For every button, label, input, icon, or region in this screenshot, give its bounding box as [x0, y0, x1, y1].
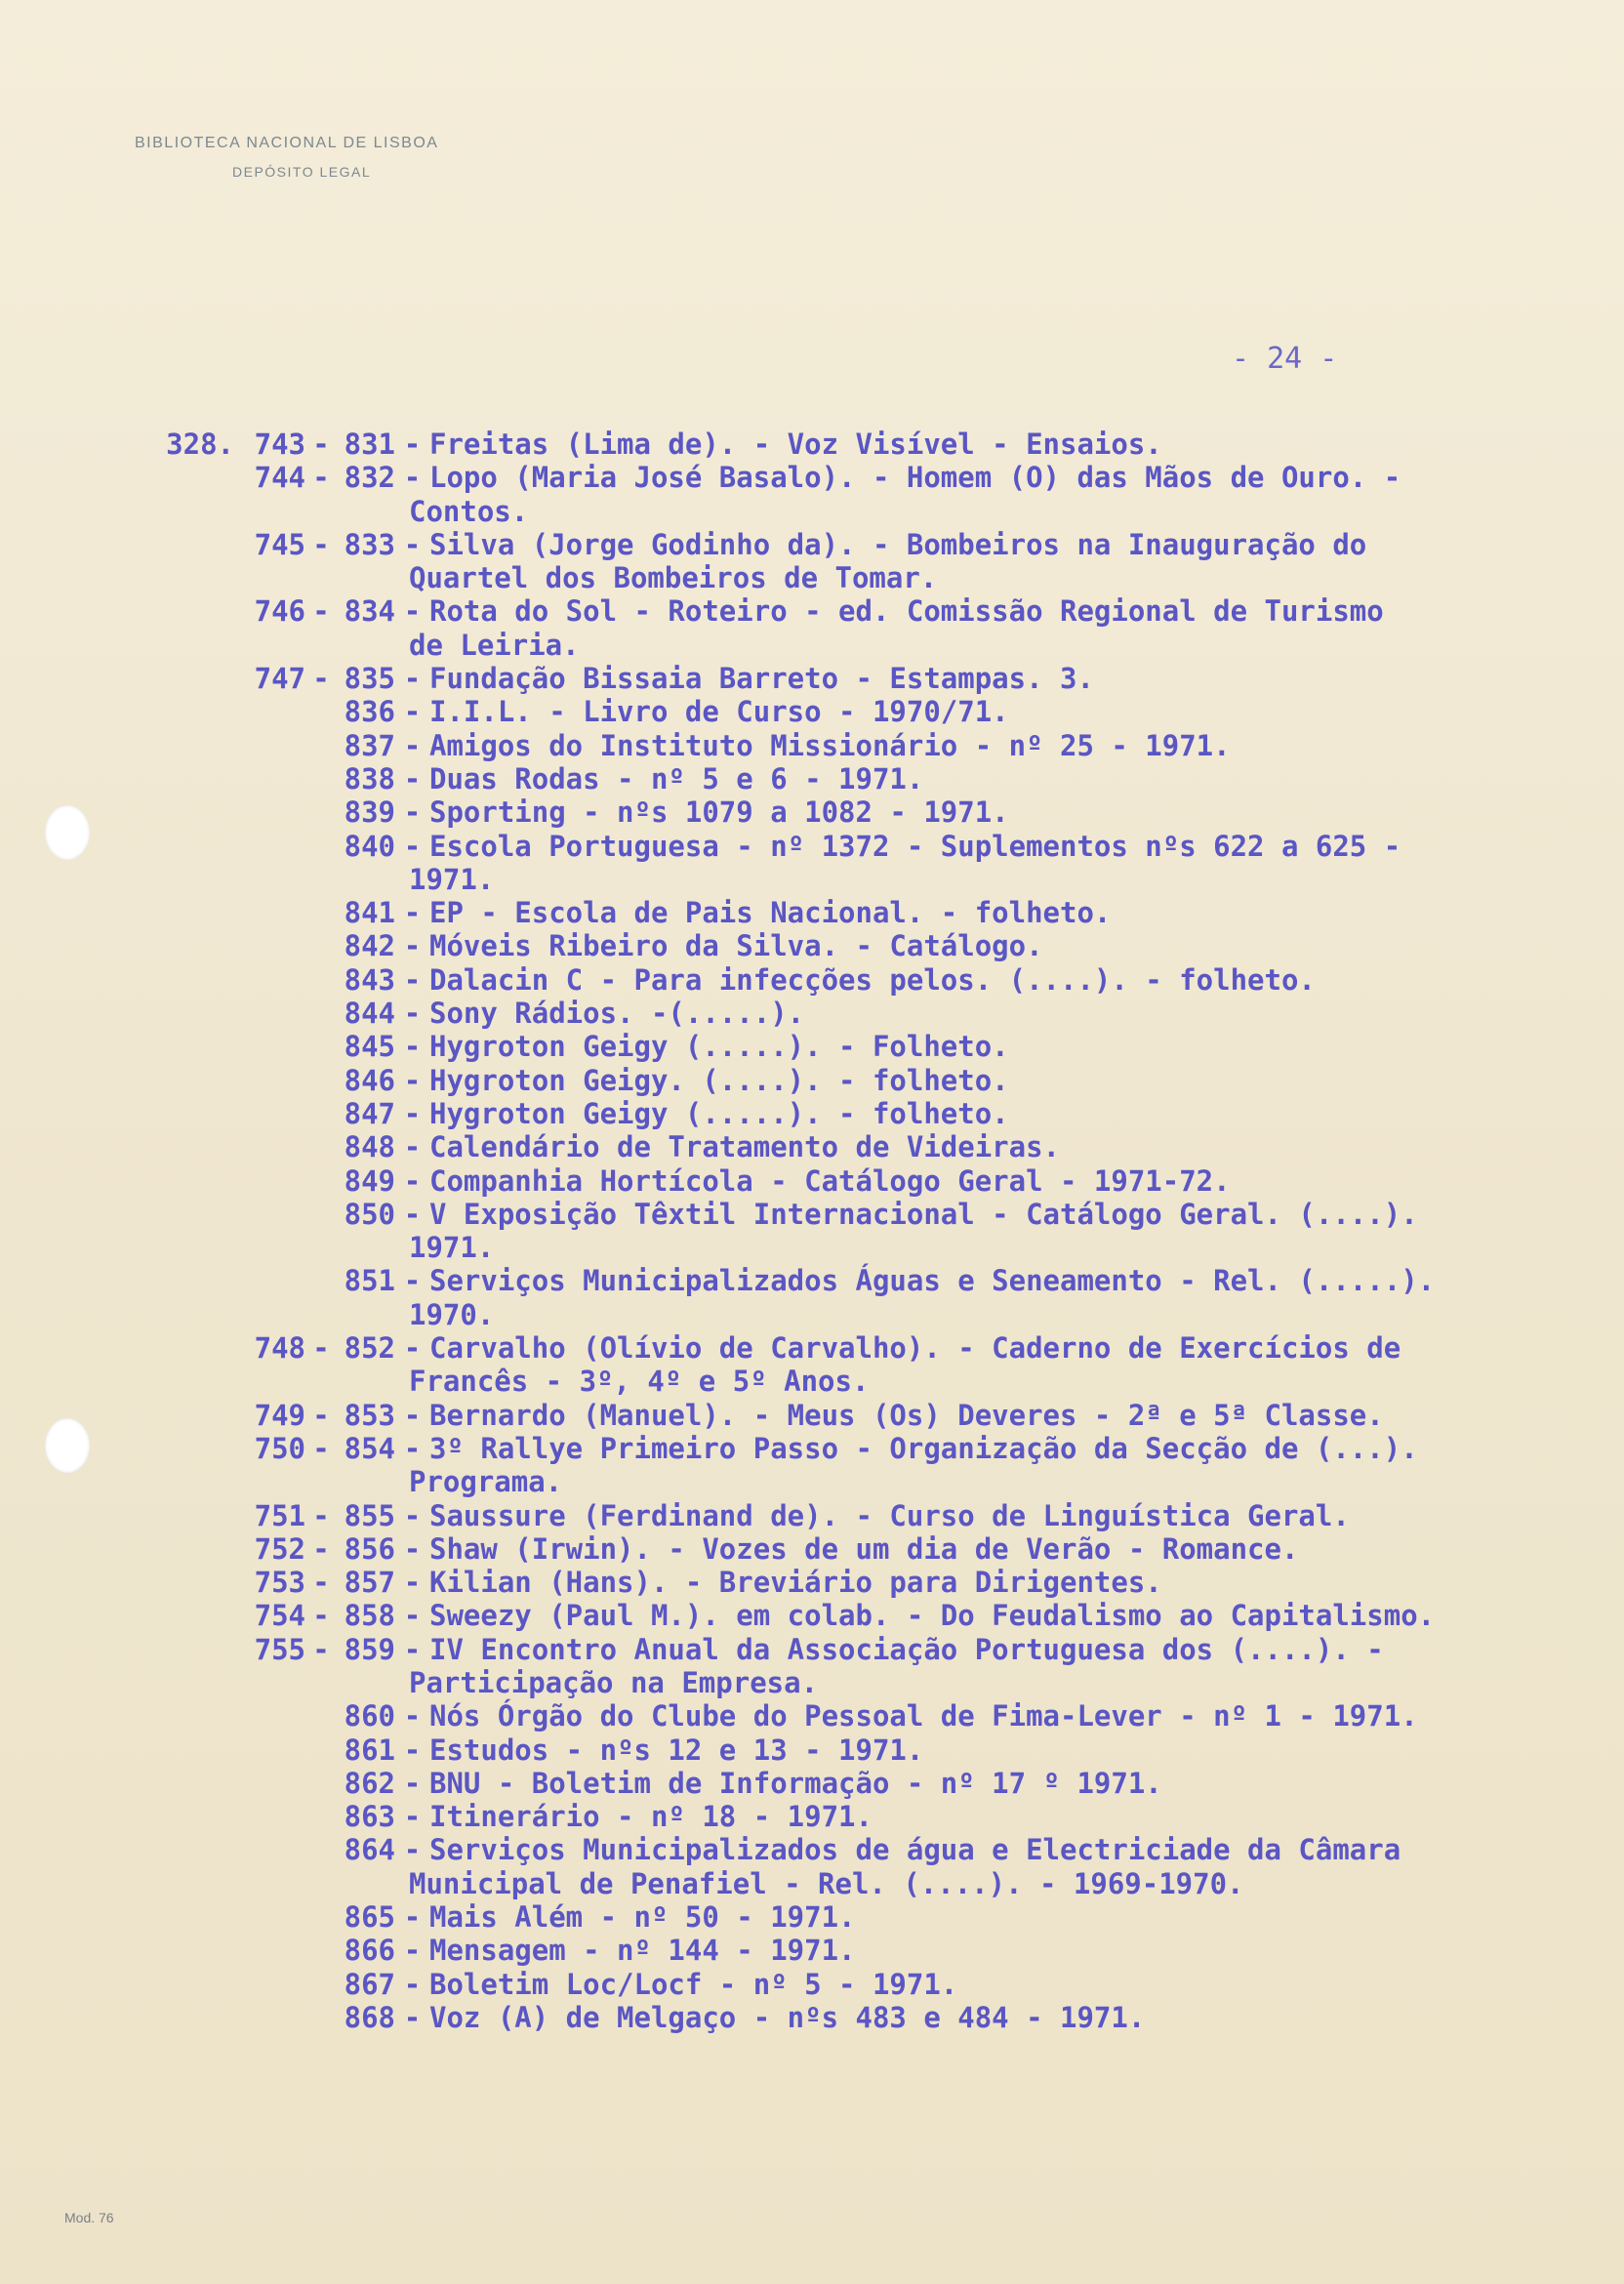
entry-text: Dalacin C - Para infecções pelos. (....). - folheto.: [429, 962, 1316, 997]
entry-register-number: 748: [254, 1331, 305, 1366]
entry-text: Amigos do Instituto Missionário - nº 25 - 1971.: [429, 728, 1231, 762]
separator-dash: -: [312, 428, 330, 461]
entry-row: [164, 528, 1569, 561]
entry-row: [164, 1900, 1569, 1934]
entry-deposit-number: 855: [344, 1498, 395, 1532]
institution-name: BIBLIOTECA NACIONAL DE LISBOA: [135, 135, 439, 151]
entry-prefix: [164, 1633, 234, 1666]
entry-deposit-number: 867: [344, 1967, 395, 2001]
entry-continuation: [164, 863, 1569, 896]
entry-text: 3º Rallye Primeiro Passo - Organização da Secção de (...).: [429, 1431, 1418, 1465]
entry-register-number: 752: [254, 1531, 305, 1566]
entry-row: [164, 1968, 1569, 2001]
entry-text: EP - Escola de Pais Nacional. - folheto.: [429, 896, 1112, 930]
entry-deposit-number: 848: [344, 1130, 395, 1164]
entry-register-number: 750: [254, 1431, 305, 1465]
separator-dash: -: [403, 1197, 422, 1231]
entry-text: 1971.: [409, 1231, 495, 1265]
entry-deposit-number: 834: [344, 594, 395, 629]
entry-text: Contos.: [409, 494, 529, 528]
entry-row: [164, 662, 1569, 695]
entry-register-number: 747: [254, 662, 305, 696]
entry-continuation: [164, 495, 1569, 528]
entry-text: Escola Portuguesa - nº 1372 - Suplementos nºs 622 a 625 -: [429, 829, 1401, 863]
entry-row: [164, 695, 1569, 728]
entry-register-number: 753: [254, 1566, 305, 1600]
entry-deposit-number: 836: [344, 695, 395, 729]
entry-text: de Leiria.: [409, 628, 580, 662]
separator-dash: -: [403, 962, 422, 997]
separator-dash: -: [403, 1531, 422, 1566]
entry-text: Voz (A) de Melgaço - nºs 483 e 484 - 1971.: [429, 2000, 1146, 2034]
entry-row: [164, 1432, 1569, 1465]
separator-dash: -: [403, 1030, 422, 1064]
entry-text: Calendário de Tratamento de Videiras.: [429, 1130, 1061, 1164]
entry-prefix: [164, 528, 234, 561]
entry-text: Shaw (Irwin). - Vozes de um dia de Verão - Romance.: [429, 1531, 1299, 1566]
entry-text: 1971.: [409, 862, 495, 896]
separator-dash: -: [403, 527, 422, 561]
entry-register-number: 754: [254, 1599, 305, 1633]
entry-row: [164, 963, 1569, 997]
separator-dash: -: [403, 896, 422, 930]
entry-text: Sweezy (Paul M.). em colab. - Do Feudalismo ao Capitalismo.: [429, 1599, 1436, 1633]
entry-text: Saussure (Ferdinand de). - Curso de Linguística Geral.: [429, 1498, 1350, 1532]
entry-deposit-number: 842: [344, 929, 395, 963]
entry-row: [164, 1030, 1569, 1063]
separator-dash: -: [403, 594, 422, 629]
separator-dash: -: [403, 795, 422, 830]
separator-dash: -: [312, 1632, 330, 1666]
entry-deposit-number: 850: [344, 1197, 395, 1231]
entry-row: [164, 729, 1569, 762]
entry-list: [164, 428, 1569, 2034]
separator-dash: -: [403, 1096, 422, 1130]
entry-text: Hygroton Geigy. (....). - folheto.: [429, 1063, 1009, 1097]
entry-prefix: [164, 1532, 234, 1566]
entry-text: Serviços Municipalizados de água e Electriciade da Câmara: [429, 1833, 1401, 1867]
entry-prefix: [164, 1599, 234, 1632]
separator-dash: -: [403, 1398, 422, 1432]
entry-register-number: 749: [254, 1398, 305, 1432]
entry-continuation: [164, 1867, 1569, 1900]
entry-row: [164, 1130, 1569, 1163]
separator-dash: -: [403, 1733, 422, 1767]
entry-deposit-number: 865: [344, 1900, 395, 1935]
separator-dash: -: [403, 1130, 422, 1164]
separator-dash: -: [403, 1833, 422, 1867]
entry-deposit-number: 851: [344, 1264, 395, 1298]
separator-dash: -: [403, 662, 422, 696]
separator-dash: -: [403, 1431, 422, 1465]
entry-prefix: [164, 1566, 234, 1599]
separator-dash: -: [403, 1163, 422, 1198]
entry-register-number: 743: [254, 428, 305, 461]
entry-text: Quartel dos Bombeiros de Tomar.: [409, 561, 938, 595]
entry-text: Lopo (Maria José Basalo). - Homem (O) das Mãos de Ouro. -: [429, 461, 1401, 495]
entry-row: [164, 461, 1569, 494]
entry-text: Itinerário - nº 18 - 1971.: [429, 1800, 873, 1834]
separator-dash: -: [403, 929, 422, 963]
entry-deposit-number: 860: [344, 1699, 395, 1733]
entry-row: [164, 1934, 1569, 1967]
separator-dash: -: [403, 695, 422, 729]
entry-text: Sony Rádios. -(.....).: [429, 997, 805, 1031]
separator-dash: -: [403, 1800, 422, 1834]
entry-row: [164, 1399, 1569, 1432]
separator-dash: -: [403, 1967, 422, 2001]
entry-text: Municipal de Penafiel - Rel. (....). - 1969-1970.: [409, 1866, 1244, 1900]
entry-prefix: [164, 662, 234, 695]
separator-dash: -: [312, 1398, 330, 1432]
entry-row: [164, 1633, 1569, 1666]
form-code: Mod. 76: [64, 2210, 114, 2225]
entry-text: Companhia Hortícola - Catálogo Geral - 1971-72.: [429, 1163, 1231, 1198]
entry-row: [164, 795, 1569, 829]
entry-register-number: 746: [254, 594, 305, 629]
separator-dash: -: [403, 2000, 422, 2034]
entry-deposit-number: 866: [344, 1934, 395, 1968]
separator-dash: -: [403, 761, 422, 795]
entry-deposit-number: 852: [344, 1331, 395, 1366]
entry-deposit-number: 863: [344, 1800, 395, 1834]
entry-deposit-number: 868: [344, 2000, 395, 2034]
separator-dash: -: [403, 1599, 422, 1633]
entry-row: [164, 929, 1569, 962]
entry-text: BNU - Boletim de Informação - nº 17 º 1971.: [429, 1766, 1162, 1800]
entry-deposit-number: 856: [344, 1531, 395, 1566]
entry-deposit-number: 833: [344, 527, 395, 561]
separator-dash: -: [403, 1934, 422, 1968]
entry-prefix: [164, 1399, 234, 1432]
entry-text: Participação na Empresa.: [409, 1665, 819, 1699]
entry-text: Francês - 3º, 4º e 5º Anos.: [409, 1365, 870, 1399]
entry-continuation: [164, 1465, 1569, 1498]
entry-deposit-number: 849: [344, 1163, 395, 1198]
separator-dash: -: [312, 1331, 330, 1366]
entry-text: Silva (Jorge Godinho da). - Bombeiros na Inauguração do: [429, 527, 1367, 561]
separator-dash: -: [403, 1566, 422, 1600]
entry-prefix: [164, 594, 234, 628]
entry-deposit-number: 846: [344, 1063, 395, 1097]
separator-dash: -: [312, 527, 330, 561]
entry-text: Kilian (Hans). - Breviário para Dirigentes.: [429, 1566, 1162, 1600]
entry-deposit-number: 837: [344, 728, 395, 762]
entry-continuation: [164, 629, 1569, 662]
separator-dash: -: [403, 1331, 422, 1366]
entry-deposit-number: 858: [344, 1599, 395, 1633]
entry-deposit-number: 831: [344, 428, 395, 461]
entry-text: Mensagem - nº 144 - 1971.: [429, 1934, 856, 1968]
entry-row: [164, 896, 1569, 929]
entry-prefix: [164, 1499, 234, 1532]
entry-row: [164, 1566, 1569, 1599]
entry-row: [164, 830, 1569, 863]
separator-dash: -: [403, 428, 422, 461]
entry-row: [164, 594, 1569, 628]
separator-dash: -: [403, 997, 422, 1031]
entry-row: [164, 2001, 1569, 2034]
entry-text: IV Encontro Anual da Associação Portuguesa dos (....). -: [429, 1632, 1384, 1666]
entry-row: [164, 1264, 1569, 1297]
entry-text: Hygroton Geigy (.....). - folheto.: [429, 1096, 1009, 1130]
entry-row: [164, 1499, 1569, 1532]
separator-dash: -: [312, 594, 330, 629]
entry-text: Estudos - nºs 12 e 13 - 1971.: [429, 1733, 924, 1767]
separator-dash: -: [312, 461, 330, 495]
entry-deposit-number: 862: [344, 1766, 395, 1800]
entry-row: [164, 1064, 1569, 1097]
entry-text: Fundação Bissaia Barreto - Estampas. 3.: [429, 662, 1094, 696]
entry-row: [164, 1733, 1569, 1767]
entry-text: Mais Além - nº 50 - 1971.: [429, 1900, 856, 1935]
entry-row: [164, 428, 1569, 461]
entry-row: [164, 1833, 1569, 1866]
entry-text: V Exposição Têxtil Internacional - Catálogo Geral. (....).: [429, 1197, 1418, 1231]
entry-text: Duas Rodas - nº 5 e 6 - 1971.: [429, 761, 924, 795]
entry-deposit-number: 857: [344, 1566, 395, 1600]
entry-deposit-number: 832: [344, 461, 395, 495]
separator-dash: -: [403, 1900, 422, 1935]
separator-dash: -: [312, 662, 330, 696]
entry-prefix: 328.: [166, 428, 234, 461]
entry-prefix: [164, 461, 234, 494]
entry-deposit-number: 845: [344, 1030, 395, 1064]
letterhead: [135, 135, 438, 180]
entry-row: [164, 1800, 1569, 1833]
entry-deposit-number: 839: [344, 795, 395, 830]
entry-row: [164, 762, 1569, 795]
entry-prefix: [164, 1331, 234, 1365]
entry-text: 1970.: [409, 1297, 495, 1331]
entry-row: [164, 1331, 1569, 1365]
entry-text: Programa.: [409, 1465, 563, 1499]
entry-deposit-number: 844: [344, 997, 395, 1031]
entry-deposit-number: 835: [344, 662, 395, 696]
entry-deposit-number: 853: [344, 1398, 395, 1432]
department-name: DEPÓSITO LEGAL: [232, 164, 372, 180]
entry-register-number: 744: [254, 461, 305, 495]
entry-row: [164, 1198, 1569, 1231]
separator-dash: -: [312, 1599, 330, 1633]
entry-deposit-number: 861: [344, 1733, 395, 1767]
entry-text: Bernardo (Manuel). - Meus (Os) Deveres - 2ª e 5ª Classe.: [429, 1398, 1384, 1432]
page-number: - 24 -: [1232, 342, 1338, 376]
entry-text: Freitas (Lima de). - Voz Visível - Ensaios.: [429, 428, 1162, 461]
separator-dash: -: [403, 1063, 422, 1097]
entry-deposit-number: 859: [344, 1632, 395, 1666]
entry-deposit-number: 864: [344, 1833, 395, 1867]
entry-text: Rota do Sol - Roteiro - ed. Comissão Regional de Turismo: [429, 594, 1384, 629]
entry-continuation: [164, 1298, 1569, 1331]
entry-text: Boletim Loc/Locf - nº 5 - 1971.: [429, 1967, 958, 2001]
entry-row: [164, 1532, 1569, 1566]
entry-deposit-number: 847: [344, 1096, 395, 1130]
punch-hole-bottom: [45, 1418, 90, 1473]
entry-deposit-number: 838: [344, 761, 395, 795]
entry-prefix: [164, 1432, 234, 1465]
punch-hole-top: [45, 805, 90, 860]
entry-row: [164, 1097, 1569, 1130]
separator-dash: -: [403, 1766, 422, 1800]
entry-continuation: [164, 561, 1569, 594]
separator-dash: -: [403, 1699, 422, 1733]
separator-dash: -: [403, 1498, 422, 1532]
separator-dash: -: [312, 1531, 330, 1566]
entry-text: Carvalho (Olívio de Carvalho). - Caderno de Exercícios de: [429, 1331, 1401, 1366]
entry-text: Serviços Municipalizados Águas e Seneamento - Rel. (.....).: [429, 1264, 1436, 1298]
separator-dash: -: [403, 461, 422, 495]
entry-text: Hygroton Geigy (.....). - Folheto.: [429, 1030, 1009, 1064]
entry-text: Sporting - nºs 1079 a 1082 - 1971.: [429, 795, 1009, 830]
entry-row: [164, 1164, 1569, 1198]
separator-dash: -: [312, 1566, 330, 1600]
entry-text: Móveis Ribeiro da Silva. - Catálogo.: [429, 929, 1043, 963]
entry-row: [164, 997, 1569, 1030]
separator-dash: -: [403, 829, 422, 863]
separator-dash: -: [312, 1498, 330, 1532]
separator-dash: -: [403, 1632, 422, 1666]
entry-register-number: 755: [254, 1632, 305, 1666]
entry-text: Nós Órgão do Clube do Pessoal de Fima-Lever - nº 1 - 1971.: [429, 1699, 1418, 1733]
entry-row: [164, 1767, 1569, 1800]
entry-deposit-number: 843: [344, 962, 395, 997]
entry-deposit-number: 854: [344, 1431, 395, 1465]
entry-continuation: [164, 1231, 1569, 1264]
entry-text: I.I.L. - Livro de Curso - 1970/71.: [429, 695, 1009, 729]
separator-dash: -: [312, 1431, 330, 1465]
separator-dash: -: [403, 1264, 422, 1298]
entry-deposit-number: 841: [344, 896, 395, 930]
entry-register-number: 751: [254, 1498, 305, 1532]
entry-row: [164, 1599, 1569, 1632]
separator-dash: -: [403, 728, 422, 762]
entry-continuation: [164, 1666, 1569, 1699]
entry-register-number: 745: [254, 527, 305, 561]
entry-row: [164, 1699, 1569, 1733]
entry-deposit-number: 840: [344, 829, 395, 863]
entry-continuation: [164, 1365, 1569, 1398]
